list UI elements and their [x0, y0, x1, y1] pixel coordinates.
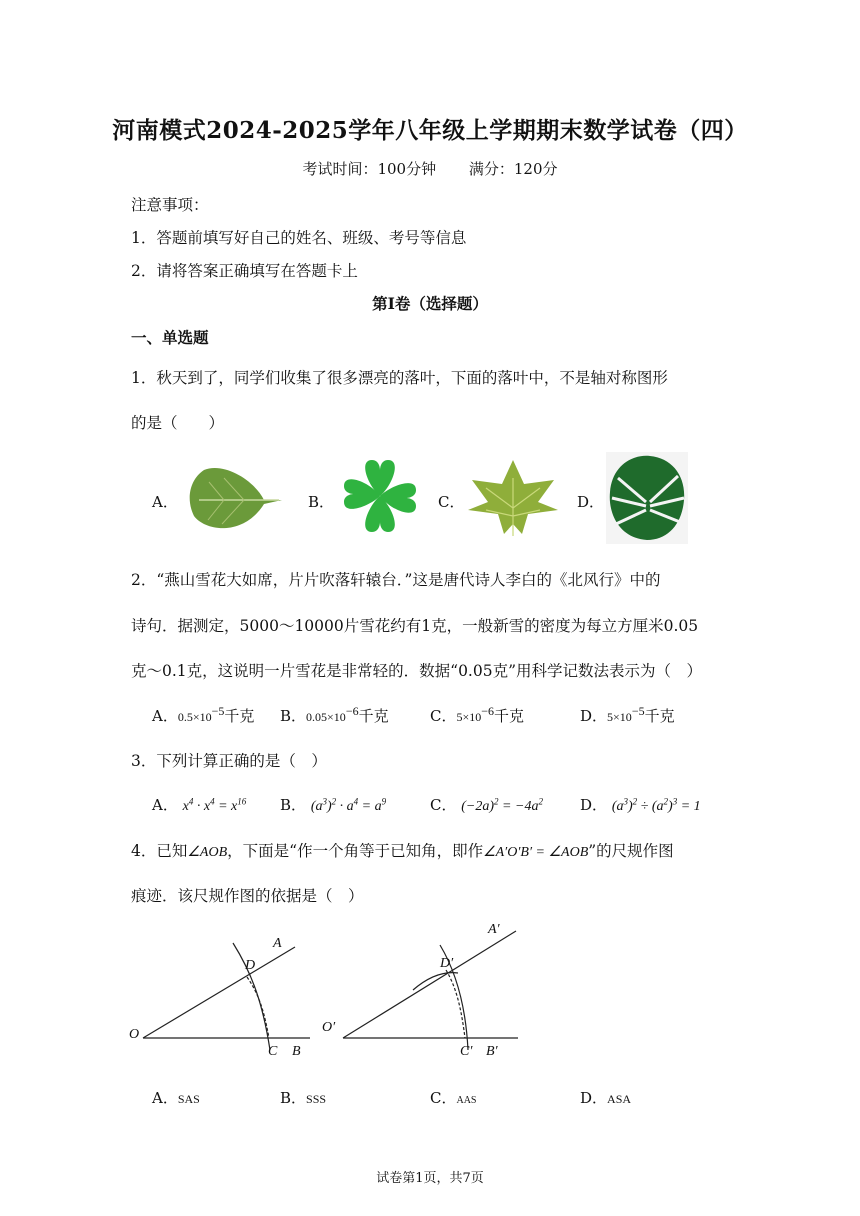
label-O-prime: O′	[322, 1020, 336, 1035]
part-heading: 一、单选题	[131, 328, 209, 347]
q3-option-d: D． $(a^3)^2 \div (a^2)^3 = 1$	[580, 796, 701, 814]
q2-option-c: C．$5\times 10^{-6}$千克	[430, 704, 525, 725]
q4-option-d: D．ASA	[580, 1089, 632, 1107]
label-A: A	[273, 936, 282, 951]
q4-line-2: 痕迹．该尺规作图的依据是（ ）	[131, 887, 364, 905]
label-O: O	[129, 1027, 140, 1042]
label-D-prime: D′	[440, 956, 454, 971]
full-score: 满分：120分	[468, 160, 558, 178]
maple-leaf-image	[466, 458, 560, 540]
angle-construction-figure-left	[125, 925, 325, 1065]
q4-option-b: B．SSS	[280, 1089, 327, 1107]
q2-line-2: 诗句．据测定，5000～10000片雪花约有1克，一般新雪的密度为每立方厘米0.05	[131, 617, 699, 635]
q1-option-a-label: A．	[152, 493, 178, 511]
label-A-prime: A′	[488, 922, 500, 937]
label-C-prime: C′	[460, 1044, 473, 1059]
q2-line-1: 2．“燕山雪花大如席，片片吹落轩辕台．”这是唐代诗人李白的《北风行》中的	[131, 571, 661, 589]
notice-item-2: 2．请将答案正确填写在答题卡上	[131, 262, 358, 280]
exam-info	[0, 158, 860, 179]
clover-leaf-image	[338, 456, 422, 540]
q4-option-a: A．SAS	[152, 1089, 200, 1107]
notice-item-1: 1．答题前填写好自己的姓名、班级、考号等信息	[131, 229, 467, 247]
label-B-prime: B′	[486, 1044, 498, 1059]
exam-title: 河南模式2024-2025学年八年级上学期期末数学试卷（四）	[112, 117, 748, 144]
label-D: D	[245, 958, 256, 973]
q1-line-2: 的是（ ）	[131, 414, 225, 432]
q3-option-b: B． $(a^3)^2 \cdot a^4 = a^9$	[280, 796, 387, 814]
q1-option-b-label: B．	[308, 493, 335, 511]
q1-option-d-label: D．	[577, 493, 605, 511]
volume-heading: 第I卷（选择题）	[372, 294, 488, 313]
exam-time: 考试时间：100分钟	[302, 160, 437, 178]
q1-option-c-label: C．	[438, 493, 465, 511]
q2-option-a: A．$0.5\times 10^{-5}$千克	[152, 704, 255, 725]
birch-leaf-image	[184, 460, 284, 540]
monstera-leaf-image	[606, 452, 688, 544]
q2-line-3: 克～0.1克，这说明一片雪花是非常轻的．数据“0.05克”用科学记数法表示为（ ）	[131, 662, 703, 680]
q3-option-c: C． $(-2a)^2 = -4a^2$	[430, 796, 543, 814]
q1-line-1: 1．秋天到了，同学们收集了很多漂亮的落叶，下面的落叶中，不是轴对称图形	[131, 369, 668, 387]
q3-option-b-formula: $(a^3)^2 \cdot a^4 = a^9$	[310, 796, 387, 814]
q4-line-1: 4．已知∠AOB，下面是“作一个角等于已知角，即作∠A′O′B′ = ∠AOB”的尺规作图	[131, 842, 674, 860]
q3-option-a: A． $x^4 \cdot x^4 = x^{16}$	[152, 796, 247, 814]
angle-construction-figure-right	[318, 915, 528, 1065]
q3-stem: 3．下列计算正确的是（ ）	[131, 752, 327, 770]
q2-option-b: B．$0.05\times 10^{-6}$千克	[280, 704, 389, 725]
q3-option-a-formula: $x^4 \cdot x^4 = x^{16}$	[182, 796, 247, 814]
q2-option-d: D．$5\times 10^{-5}$千克	[580, 704, 675, 725]
q3-option-c-formula: $(-2a)^2 = -4a^2$	[461, 796, 543, 814]
q3-option-d-formula: $(a^3)^2 \div (a^2)^3 = 1$	[611, 796, 701, 814]
q4-option-c: C．AAS	[430, 1089, 477, 1107]
label-B: B	[292, 1044, 301, 1059]
label-C: C	[268, 1044, 278, 1059]
notice-heading: 注意事项：	[131, 196, 209, 214]
page-footer: 试卷第1页，共7页	[376, 1171, 484, 1186]
